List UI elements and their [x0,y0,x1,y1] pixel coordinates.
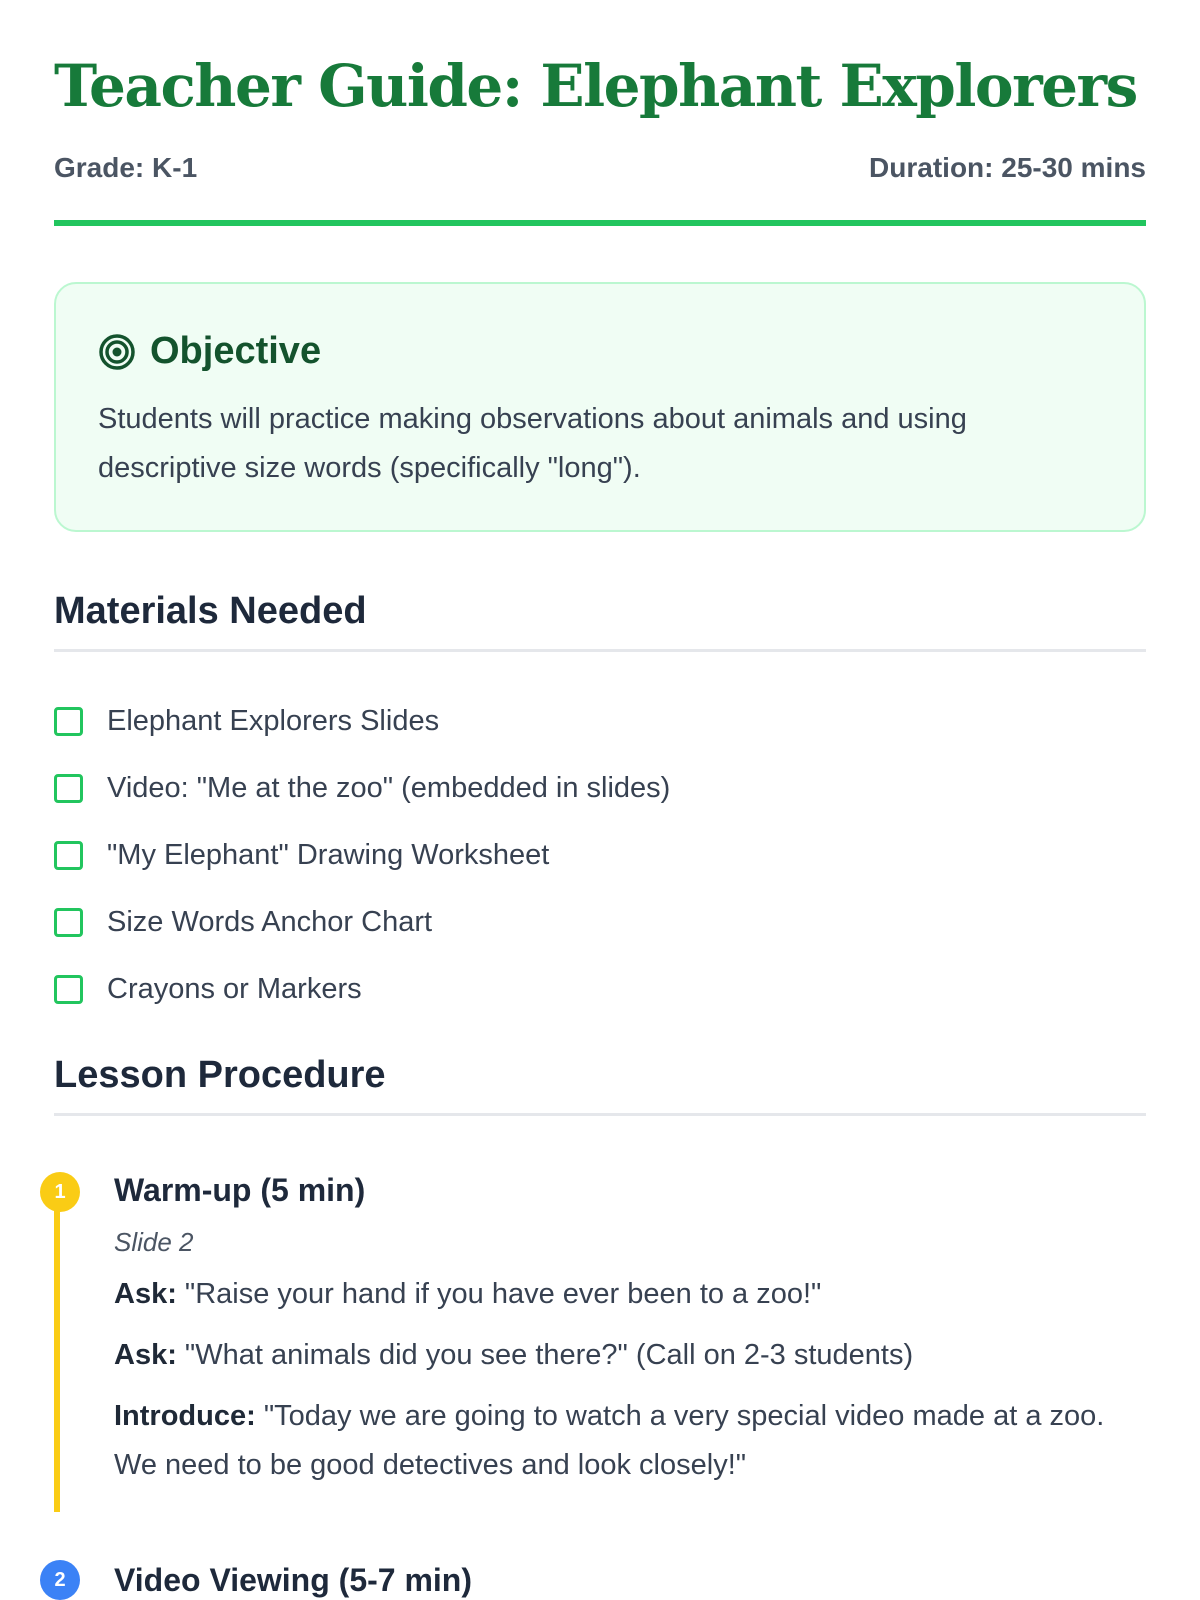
procedure-step-1 [40,1172,1146,1512]
step-body [114,1172,1146,1490]
step-body [114,1562,1146,1599]
procedure-step-2 [40,1560,1146,1600]
material-label: "My Elephant" Drawing Worksheet [107,839,550,871]
instruction-text: "What animals did you see there?" (Call on 2-3 students) [184,1339,914,1371]
objective-header [98,330,1102,373]
material-label: Elephant Explorers Slides [107,705,440,737]
page-title: Teacher Guide: Elephant Explorers [54,52,1137,120]
step-instruction [114,1270,1146,1319]
material-item [54,688,670,755]
material-label: Video: "Me at the zoo" (embedded in slides) [107,772,671,804]
step-timeline-line [54,1192,60,1512]
step-number-badge: 2 [40,1560,80,1600]
material-checkbox[interactable] [54,774,83,803]
step-instruction [114,1331,1146,1380]
instruction-text: "Today we are going to watch a very special video made at a zoo. We need to be good detectives and look closely!" [114,1400,1105,1481]
material-checkbox[interactable] [54,841,83,870]
materials-list [54,688,670,1023]
material-checkbox[interactable] [54,707,83,736]
materials-heading: Materials Needed [54,590,1146,652]
target-icon [98,333,136,371]
instruction-label: Introduce: [114,1400,256,1432]
material-item [54,822,670,889]
material-item [54,889,670,956]
material-checkbox[interactable] [54,975,83,1004]
instruction-label: Ask: [114,1339,177,1371]
step-instruction [114,1392,1146,1490]
step-title: Video Viewing (5-7 min) [114,1562,472,1598]
procedure-heading: Lesson Procedure [54,1054,1146,1116]
grade-label: Grade: K-1 [54,152,198,183]
material-label: Crayons or Markers [107,973,362,1005]
objective-text: Students will practice making observations about animals and using descriptive size words (specifically "long"). [98,403,967,484]
material-checkbox[interactable] [54,908,83,937]
material-label: Size Words Anchor Chart [107,906,433,938]
objective-card [54,282,1146,532]
material-item [54,755,670,822]
instruction-text: "Raise your hand if you have ever been to a zoo!" [184,1278,822,1310]
objective-heading: Objective [150,330,322,372]
step-title: Warm-up (5 min) [114,1172,366,1208]
duration-label: Duration: 25-30 mins [869,152,1146,183]
material-item [54,956,670,1023]
step-number-badge: 1 [40,1172,80,1212]
instruction-label: Ask: [114,1278,177,1310]
step-slide-ref: Slide 2 [114,1227,194,1257]
title-divider [54,220,1146,226]
lesson-meta [54,152,1146,184]
